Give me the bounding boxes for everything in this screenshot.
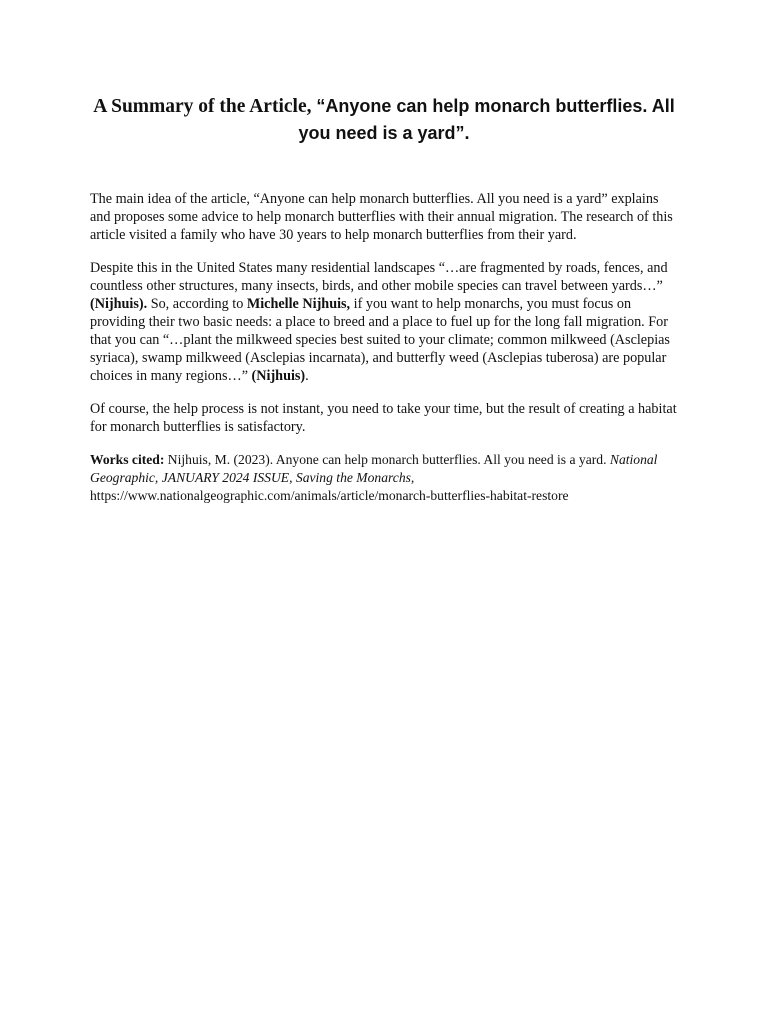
citation-2: (Nijhuis) — [251, 368, 306, 384]
title-part-1: A Summary of the Article, — [93, 96, 312, 117]
paragraph-2 — [90, 259, 680, 385]
paragraph-2-text-d: . — [305, 368, 309, 384]
title-part-2: “Anyone can help monarch butterflies. All you need is a yard”. — [298, 96, 675, 143]
citation-1: (Nijhuis). — [90, 296, 148, 312]
works-cited-url: https://www.nationalgeographic.com/animals/article/monarch-butterflies-habitat-restore — [90, 488, 569, 503]
paragraph-3: Of course, the help process is not instant, you need to take your time, but the result of creating a habitat for monarch butterflies is satisfactory. — [90, 401, 677, 435]
works-cited-source: National Geographic, JANUARY 2024 ISSUE, Saving the Monarchs, — [90, 452, 658, 485]
works-cited-reference: Nijhuis, M. (2023). Anyone can help monarch butterflies. All you need is a yard. — [164, 452, 610, 467]
paragraph-2-text-b: So, according to — [147, 296, 247, 312]
paragraph-1: The main idea of the article, “Anyone can help monarch butterflies. All you need is a yard” explains and proposes some advice to help monarch butterflies with their annual migration. The research of this article visited a family who have 30 years to help monarch butterflies from their yard. — [90, 191, 673, 243]
paragraph-2-text-a: Despite this in the United States many residential landscapes “…are fragmented by roads, fences, and countless other structures, many insects, birds, and other mobile species can travel between yards…” — [90, 260, 668, 294]
document-body — [90, 190, 680, 520]
author-name: Michelle Nijhuis, — [246, 296, 351, 312]
works-cited — [90, 451, 680, 505]
document-title — [80, 93, 688, 147]
works-cited-label: Works cited: — [90, 452, 165, 467]
paragraph-2-text-c: if you want to help monarchs, you must focus on providing their two basic needs: a place to breed and a place to fuel up for the long fall migration. For that you can “…plant the milkweed species best suited to your climate; common milkweed (Asclepias syriaca), swamp milkweed (Asclepias incarnata), and butterfly weed (Asclepias tuberosa) are popular choices in many regions…” — [90, 296, 670, 384]
